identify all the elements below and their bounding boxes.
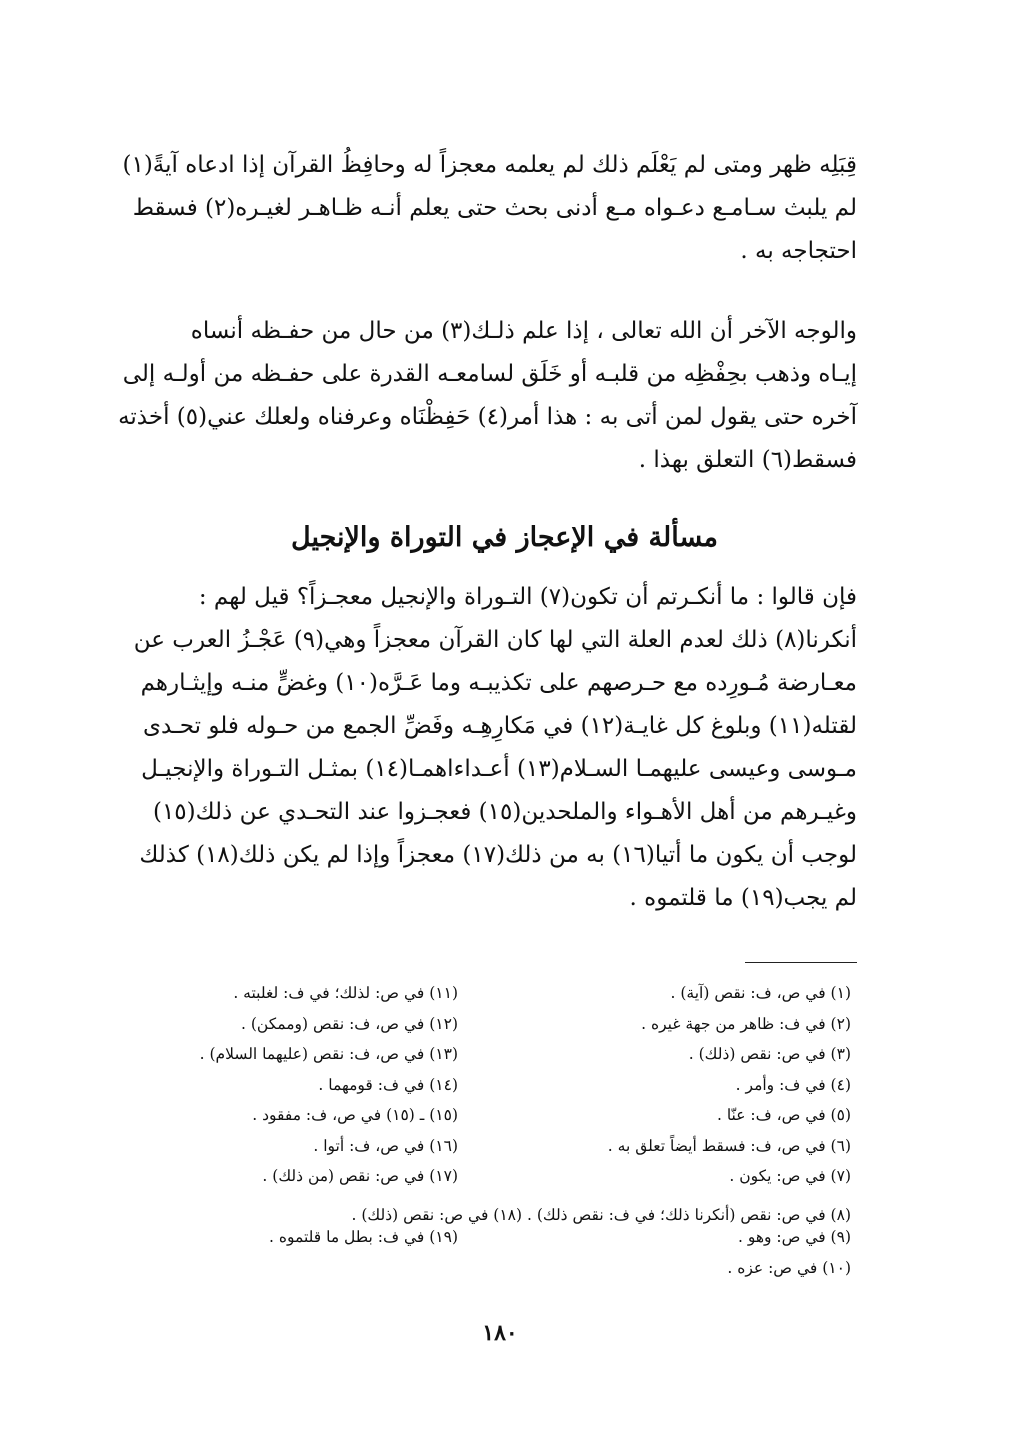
text-line: لوجب أن يكون ما أتيا(١٦) به من ذلك(١٧) معجزاً وإذا لم يكن ذلك(١٨) كذلك xyxy=(139,842,857,868)
text-line: أنكرنا(٨) ذلك لعدم العلة التي لها كان القرآن معجزاً وهي(٩) عَجْـزُ العرب عن xyxy=(133,627,857,653)
footnotes-right-column xyxy=(521,978,851,1283)
footnote: (١٤) في ف: قومهما . xyxy=(318,1075,458,1094)
footnote: (١٧) في ص: نقص (من ذلك) . xyxy=(262,1167,458,1185)
footnote: (٩) في ص: وهو . xyxy=(737,1228,851,1246)
footnote: (١١) في ص: لذلك؛ في ف: لغلبته . xyxy=(233,984,458,1002)
paragraph-3 xyxy=(133,576,857,920)
text-line: مـوسى وعيسى عليهمـا السـلام(١٣) أعـداءاهمـا(١٤) بمثـل التـوراة والإنجيـل xyxy=(141,756,857,782)
text-line: وغيـرهم من أهل الأهـواء والملحدين(١٥) فعجـزوا عند التحـدي عن ذلك(١٥) xyxy=(152,799,857,825)
text-line: فسقط(٦) التعلق بهذا . xyxy=(638,447,857,473)
footnote: (١٢) في ص، ف: نقص (وممكن) . xyxy=(241,1014,458,1033)
footnotes-left-column xyxy=(158,978,458,1253)
footnote: (٤) في ف: وأمر . xyxy=(735,1075,851,1094)
text-line: إيـاه وذهب بحِفْظِه من قلبـه أو خَلَق لسامعـه القدرة على حفـظه من أولـه إلى xyxy=(122,361,857,387)
footnote: (١٥) ـ (١٥) في ص، ف: مفقود . xyxy=(252,1106,458,1124)
footnote: (١٣) في ص، ف: نقص (عليهما السلام) . xyxy=(199,1045,458,1063)
footnote-spacer xyxy=(158,1192,458,1223)
footnote: (٦) في ص، ف: فسقط أيضاً تعلق به . xyxy=(607,1136,851,1155)
text-line: قِبَلِه ظهر ومتى لم يَعْلَم ذلك لم يعلمه معجزاً له وحافِظُ القرآن إذا ادعاه آيةً(١) xyxy=(122,152,857,178)
section-heading: مسألة في الإعجاز في التوراة والإنجيل xyxy=(291,522,718,553)
footnote: (١٩) في ف: بطل ما قلتموه . xyxy=(269,1228,458,1246)
paragraph-2 xyxy=(118,310,857,482)
text-line: لم يجب(١٩) ما قلتموه . xyxy=(629,885,857,911)
footnote-divider xyxy=(745,962,857,963)
footnote-spanning: (٨) في ص: نقص (أنكرنا ذلك؛ في ف: نقص ذلك) . (١٨) في ص: نقص (ذلك) . xyxy=(351,1206,851,1224)
footnote: (١٠) في ص: عزه . xyxy=(727,1258,851,1277)
footnote: (٥) في ص، ف: عنّا . xyxy=(716,1106,851,1124)
text-line: احتجاجه به . xyxy=(740,238,857,264)
footnote: (٣) في ص: نقص (ذلك) . xyxy=(688,1045,851,1063)
text-line: آخره حتى يقول لمن أتى به : هذا أمر(٤) حَفِظْنَاه وعرفناه ولعلك عني(٥) أخذته xyxy=(118,404,857,430)
text-line: معـارضة مُـورِده مع حـرصهم على تكذيبـه وما عَـرَّه(١٠) وغضٍّ منـه وإيثـارهم xyxy=(140,670,857,696)
footnote: (٧) في ص: يكون . xyxy=(729,1167,851,1185)
text-line: لقتله(١١) وبلوغ كل غايـة(١٢) في مَكارِهِـه وفَضِّ الجمع من حـوله فلو تحـدى xyxy=(142,713,857,739)
page-number: ١٨٠ xyxy=(482,1320,518,1346)
footnote: (١٦) في ص، ف: أتوا . xyxy=(313,1136,458,1155)
paragraph-1 xyxy=(122,144,857,273)
text-line: فإن قالوا : ما أنكـرتم أن تكون(٧) التـوراة والإنجيل معجـزاً؟ قيل لهم : xyxy=(198,584,857,610)
footnote: (٢) في ف: ظاهر من جهة غيره . xyxy=(641,1014,851,1033)
text-line: لم يلبث سـامـع دعـواه مـع أدنى بحث حتى يعلم أنـه ظـاهـر لغيـره(٢) فسقط xyxy=(132,195,857,221)
text-line: والوجه الآخر أن الله تعالى ، إذا علم ذلـك(٣) من حال من حفـظه أنساه xyxy=(190,318,857,344)
footnote: (١) في ص، ف: نقص (آية) . xyxy=(670,984,851,1002)
